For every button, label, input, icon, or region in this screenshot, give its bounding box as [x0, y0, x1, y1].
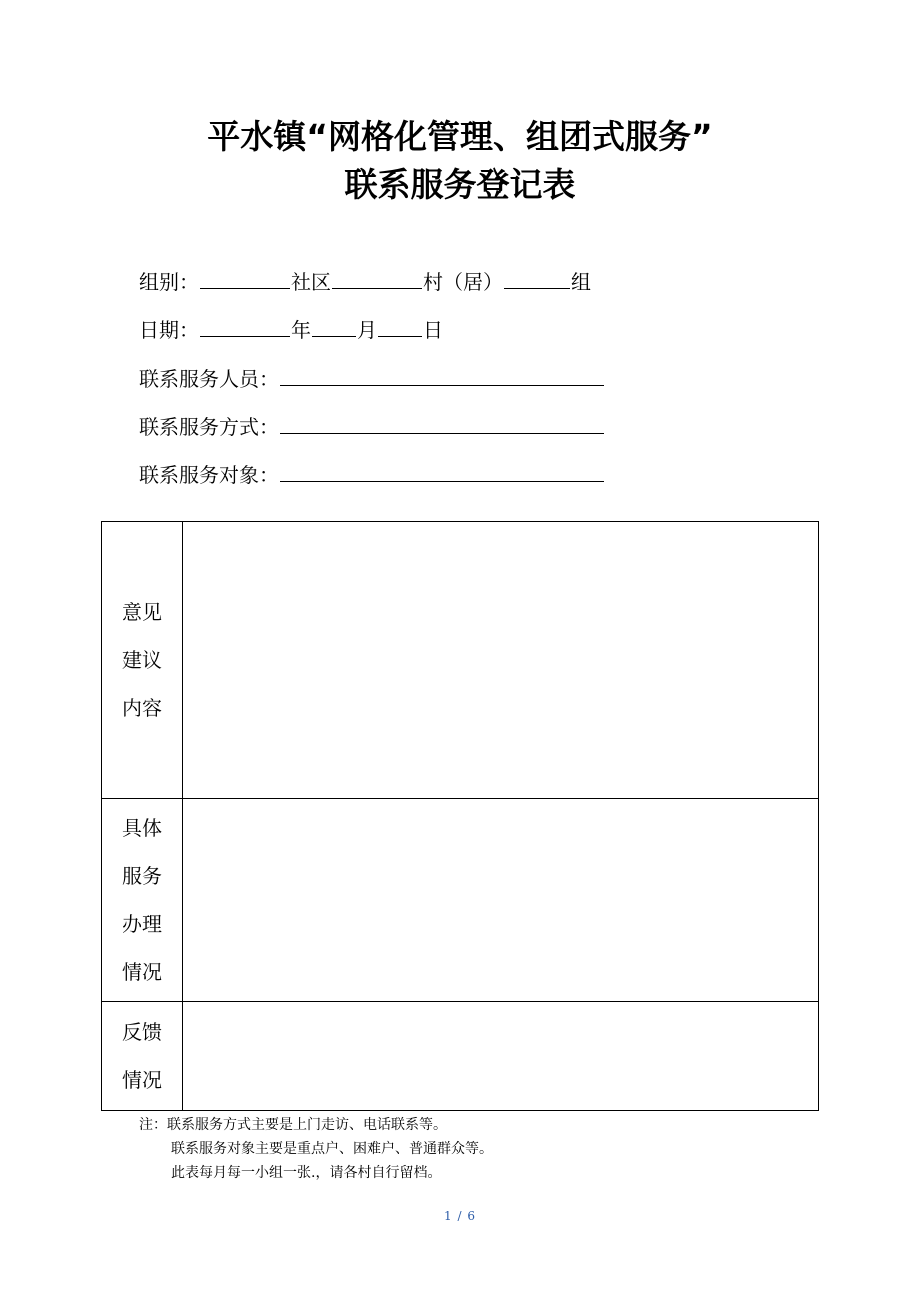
- community-blank[interactable]: [332, 266, 422, 289]
- target-field-row: [139, 459, 605, 489]
- staff-label: 联系服务人员：: [139, 367, 279, 391]
- table-row: [102, 1002, 819, 1111]
- month-suffix: 月: [357, 318, 377, 342]
- day-suffix: 日: [423, 318, 443, 342]
- note-line: 注：联系服务方式主要是上门走访、电话联系等。: [139, 1117, 447, 1133]
- community-suffix: 社区: [291, 270, 331, 294]
- row-label-line: 具体: [122, 816, 162, 840]
- method-blank[interactable]: [280, 411, 604, 434]
- year-suffix: 年: [291, 318, 311, 342]
- row-label-line: 意见: [122, 600, 162, 624]
- registration-table: [101, 521, 819, 1111]
- document-title-line-2: 联系服务登记表: [344, 165, 576, 204]
- document-title-line-1: 平水镇“网格化管理、组团式服务”: [207, 117, 713, 156]
- day-blank[interactable]: [378, 314, 422, 337]
- row-label-line: 情况: [122, 960, 162, 984]
- group-label: 组别：: [139, 270, 199, 294]
- page-number: 1 / 6: [444, 1209, 476, 1223]
- feedback-content-cell[interactable]: [183, 1002, 819, 1111]
- note-line: 联系服务对象主要是重点户、困难户、普通群众等。: [171, 1141, 493, 1157]
- target-blank[interactable]: [280, 459, 604, 482]
- group-blank[interactable]: [200, 266, 290, 289]
- row-label-line: 服务: [122, 864, 162, 888]
- group-suffix: 组: [571, 270, 591, 294]
- method-field-row: [139, 411, 605, 441]
- row-label-line: 建议: [122, 648, 162, 672]
- table-row: [102, 522, 819, 799]
- year-blank[interactable]: [200, 314, 290, 337]
- village-suffix: 村（居）: [423, 270, 503, 294]
- village-blank[interactable]: [504, 266, 570, 289]
- service-handling-content-cell[interactable]: [183, 799, 819, 1002]
- opinion-label-cell: [102, 522, 183, 799]
- date-label: 日期：: [139, 318, 199, 342]
- notes-block: [139, 1113, 493, 1185]
- group-field-row: [139, 266, 591, 296]
- target-label: 联系服务对象：: [139, 463, 279, 487]
- method-label: 联系服务方式：: [139, 415, 279, 439]
- service-handling-label-cell: [102, 799, 183, 1002]
- row-label-line: 内容: [122, 696, 162, 720]
- row-label-line: 情况: [122, 1068, 162, 1092]
- table-row: [102, 799, 819, 1002]
- feedback-label-cell: [102, 1002, 183, 1111]
- month-blank[interactable]: [312, 314, 356, 337]
- opinion-content-cell[interactable]: [183, 522, 819, 799]
- row-label-line: 办理: [122, 912, 162, 936]
- date-field-row: [139, 314, 443, 344]
- staff-field-row: [139, 363, 605, 393]
- staff-blank[interactable]: [280, 363, 604, 386]
- note-line: 此表每月每一小组一张.，请各村自行留档。: [171, 1165, 442, 1181]
- row-label-line: 反馈: [122, 1020, 162, 1044]
